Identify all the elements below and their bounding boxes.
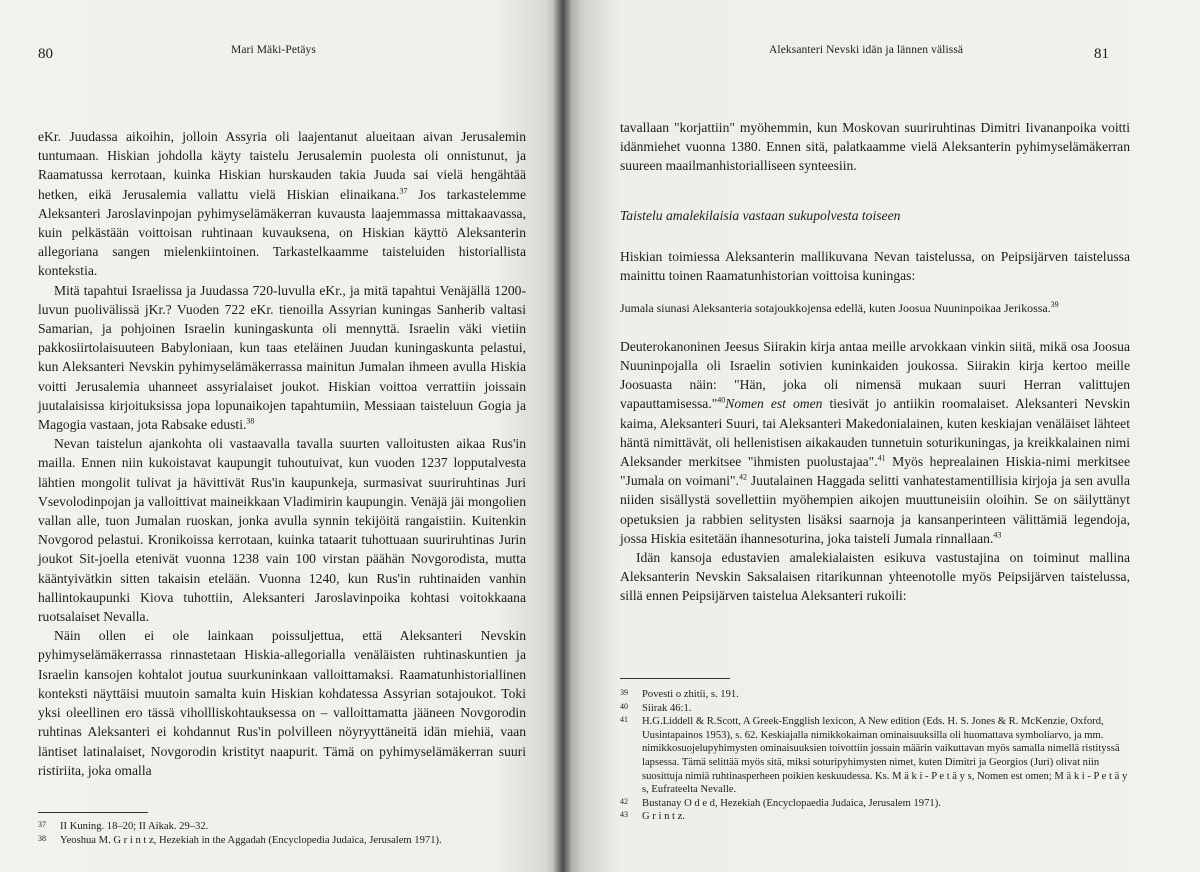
footnote-ref[interactable]: 38 <box>246 416 255 426</box>
footnote-ref[interactable]: 37 <box>399 186 408 196</box>
footnote: 41 H.G.Liddell & R.Scott, A Greek-Engglish lexicon, A New edition (Eds. H. S. Jones & R. McKenzie, Oxford, Uusintapainos 1953), s. 62. Keskiajalla nimikkokaiman ominaisuuksilla oli huomattava symboliarvo, ja mm. nimikkosuojelupyhimysten ominaisuuksien toivottiin jossain määrin vaikuttavan myös samalla nimellä ristityssä lapsessa. Tämä selittää myös sitä, miksi soturipyhimysten nimet, kuten Dimitri ja Georgios (Juri) olivat niin suosittuja nimiä ruhtinasperheen poikien keskuudessa. Ks. M ä k i - P e t ä y s, Nomen est omen; M ä k i - P e t ä y s, Eufrateelta Nevalle. <box>620 715 1128 796</box>
paragraph: Nevan taistelun ajankohta oli vastaavalla tavalla suurten valloitusten aikaa Rus'in mailla. Ennen niin kukoistavat kaupungit tuhoutuivat, kun vuoden 1237 lopputalvesta lähtien mongolit tulivat ja hävittivät Rus'in kaupunkeja, surmasivat suuriruhtinas Juri Vsevolodinpojan ja valloittivat maineikkaan Vladimirin kaupungin. Venäjä jäi mongolien vallan alle, tuon Jumalan ruoskan, jonka avulla synnin tekijöitä rangaistiin. Kuitenkin Novgorod pelastui. Kronikoissa kerrotaan, kuinka tataarit tuhottuaan suuriruhtinas Jurin joukot Sit-joella etenivät vuonna 1238 vain 100 virstan päähän Novgorodista, mutta kääntyivätkin sitten takaisin etelään. Vuonna 1240, kun Rus'in ruhtinaiden vanhin hallintokaupunki Kiova tuhottiin, Aleksanteri Jaroslavinpoika kohtasi voitokkaana ruotsalaiset Nevalla. <box>38 436 526 625</box>
footnote: 39 Povesti o zhitii, s. 191. <box>620 688 739 700</box>
footnote-ref[interactable]: 43 <box>993 530 1002 540</box>
footnote-ref[interactable]: 41 <box>877 453 886 463</box>
footnote-rule <box>620 678 730 679</box>
paragraph: Deuterokanoninen Jeesus Siirakin kirja antaa meille arvokkaan vinkin siitä, mikä osa Joosua Nuuninpojalla oli Israelin sotivien kuninkaiden joukossa. Siirakin kirja kertoo meille Joosuasta näin: "Hän, joka oli nimensä mukaan suuri Herran valittujen vapauttamisessa."$^{40}$Nomen est omen tiesivät jo antiikin roomalaiset. Aleksanteri Nevskin kaima, Aleksanteri Suuri, tai Aleksanteri Makedonialainen, kuten keskiajan venäläiset lähteet häntä nimittävät, oli hellenistisen aikakauden tunnetuin soturikuningas, ja kreikkalainen nimi Aleksander merkitsee "ihmisten puolustajaa".$^{41}$ Myös heprealainen Hiskia-nimi merkitsee "Jumala on voimani".$^{42}$ Juutalainen Haggada selitti vanhatestamentillisia kirjoja ja sen avulla niiden sisällystä sovellettiin myöhempien aikojen muuttuneisiin oloihin. Se on säilyttänyt opetuksien ja rabbien selitysten lisäksi saarnoja ja kansanperinteen välittämiä legendoja, jossa Hiskia esitetään ihannesoturina, joka taisteli Jumala rinnallaan.$^{43}$ <box>620 338 1130 546</box>
book-gutter <box>553 0 573 872</box>
footnote: 38 Yeoshua M. G r i n t z, Hezekiah in the Aggadah (Encyclopedia Judaica, Jerusalem 1971). <box>38 833 442 846</box>
paragraph: Näin ollen ei ole lainkaan poissuljettua, että Aleksanteri Nevskin pyhimyselämäkerrassa rinnastetaan Hiskia-allegorialla venäläisten ruhtinaskuntien ja Israelin kansojen kohtalot joutua suurkuninkaan valloittamaksi. Raamatunhistoriallinen konteksti näyttäisi muutoin samalta kuin Hiskian kohdatessa Assyrian sotajoukot. Toki yksi oleellinen ero tässä vihollliskohtauksessa on – valloittamatta jääneen Novgorodin ruhtinas Aleksanteri ei kohdannut Rus'in polvilleen nöyryyttäneitä idän miehiä, vaan läntiset latinalaiset, Novgorodin kristityt naapurit. Tämä on pyhimyselämäkerran suuri ristiriita, joka omalla <box>38 628 526 778</box>
block-quote: Jumala siunasi Aleksanteria sotajoukkojensa edellä, kuten Joosua Nuuninpoikaa Jerikossa.$^{39}$ <box>620 300 1059 316</box>
paragraph: Idän kansoja edustavien amalekialaisten esikuva vastustajina on toiminut mallina Aleksanterin Nevskin Saksalaisen ritarikunnan yhteenotolle myös Peipsijärven taistelussa, sillä ennen Peipsijärven taistelua Aleksanteri rukoili: <box>620 550 1130 604</box>
right-body-text <box>620 118 1130 606</box>
paragraph: Hiskian toimiessa Aleksanterin mallikuvana Nevan taistelussa, on Peipsijärven taistelussa mainittu toinen Raamatunhistorian voittoisa kuningas: <box>620 248 1130 284</box>
left-footnotes <box>38 820 526 847</box>
running-head-left: Mari Mäki-Petäys <box>231 44 316 56</box>
footnote-ref[interactable]: 39 <box>1050 300 1059 310</box>
footnote: 42 Bustanay O d e d, Hezekiah (Encyclopaedia Judaica, Jerusalem 1971). <box>620 796 941 809</box>
right-footnotes <box>620 688 1130 824</box>
right-page <box>563 0 1200 872</box>
paragraph: eKr. Juudassa aikoihin, jolloin Assyria oli laajentanut alueitaan aivan Jerusalemin tuntumaan. Hiskian johdolla käyty taistelu Jerusalemin puolesta oli onnistunut, ja Raamatussa kerrotaan, kuinka Hiskian hurskauden takia Juuda sai vielä hengähtää hetken, eikä Jerusalemia vallattu vielä Hiskian elinaikana.$^{37}$ Jos tarkastelemme Aleksanteri Jaroslavinpojan pyhimyselämäkerran kuvausta laajemmassa mittakaavassa, kuin pelkästään voittoisan ruhtinaan kuvauksena, on Hiskian käyttö Aleksanterin allegoriana sangen mielenkiintoinen. Tarkastelkaamme taisteluiden historiallista kontekstia. <box>38 129 526 279</box>
footnote: 37 II Kuning. 18–20; II Aikak. 29–32. <box>38 820 209 832</box>
footnote: 43 G r i n t z. <box>620 810 685 823</box>
footnote-ref[interactable]: 40 <box>717 395 726 405</box>
footnote: 40 Siirak 46:1. <box>620 701 692 714</box>
left-body-text <box>38 127 526 780</box>
page-number-right: 81 <box>1094 46 1109 62</box>
page-number-left: 80 <box>38 46 53 62</box>
footnote-ref[interactable]: 42 <box>738 472 747 482</box>
left-page <box>0 0 563 872</box>
paragraph: tavallaan "korjattiin" myöhemmin, kun Moskovan suuriruhtinas Dimitri Iivananpoika voitti idänmiehet vuonna 1380. Ennen sitä, palatkaamme vielä Aleksanterin pyhimyselämäkerran suureen maailmanhistorialliseen synteesiin. <box>620 120 1130 174</box>
paragraph: Mitä tapahtui Israelissa ja Juudassa 720-luvulla eKr., ja mitä tapahtui Venäjällä 1200-luvun puolivälissä jKr.? Vuoden 722 eKr. tienoilla Assyrian kuningas Sanherib valtasi Samarian, ja pohjoinen Israelin kuningaskunta oli mennyttä. Israelin väki vietiin pakkosiirtolaisuuteen Babyloniaan, kun taas eteläinen Juudan kuningaskunta pelastui, kun Aleksanteri Nevskin pyhimyselämäkerrassa mainitun Jumalan ihmeen avulla Hiskia voitti Jerusalemia uhanneet assyrialaiset joukot. Hiskian voittoa verrattiin joissain juutalaisissa kirjoituksissa jopa lopunaikojen tapahtumiin, Messiaan taisteluun Gogia ja Magogia vastaan, jota Rabsake edusti.$^{38}$ <box>38 282 526 433</box>
running-head-right: Aleksanteri Nevski idän ja lännen välissä <box>769 44 964 56</box>
footnote-rule <box>38 812 148 813</box>
section-heading: Taistelu amalekilaisia vastaan sukupolvesta toiseen <box>620 207 901 223</box>
